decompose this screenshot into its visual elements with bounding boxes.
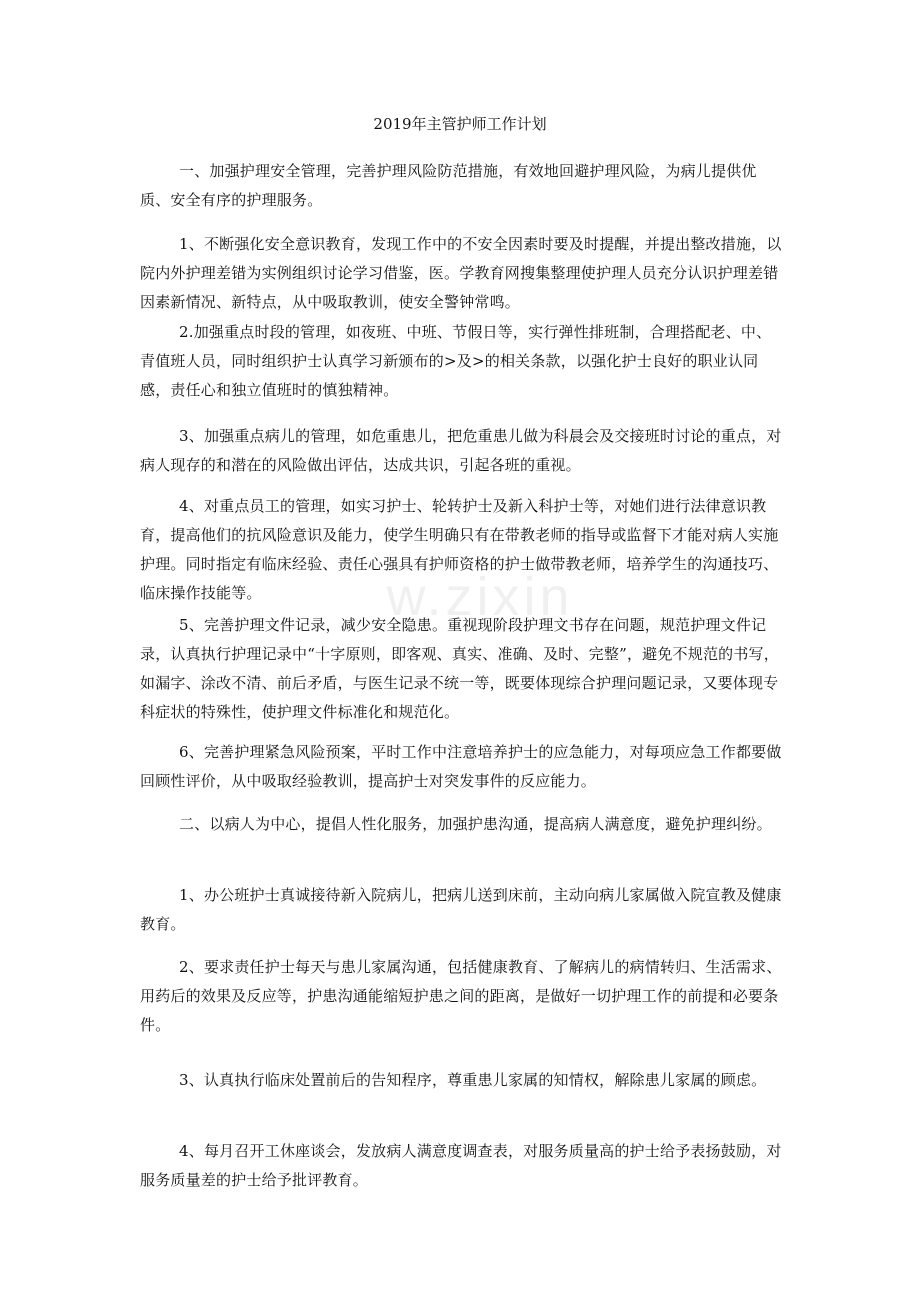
paragraph-item-1-1: 1、不断强化安全意识教育，发现工作中的不安全因素时要及时提醒，并提出整改措施，以院内外护理差错为实例组织讨论学习借鉴，医。学教育网搜集整理使护理人员充分认识护理差错因素新情况、新特点，从中吸取教训，使安全警钟常鸣。 — [140, 235, 782, 311]
paragraph-section-2: 二、以病人为中心，提倡人性化服务，加强护患沟通，提高病人满意度，避免护理纠纷。 — [179, 815, 772, 833]
paragraph-item-2-4: 4、每月召开工休座谈会，发放病人满意度调查表，对服务质量高的护士给予表扬鼓励，对服务质量差的护士给予批评教育。 — [140, 1142, 782, 1189]
paragraph-item-2-3: 3、认真执行临床处置前后的告知程序，尊重患儿家属的知情权，解除患儿家属的顾虑。 — [179, 1071, 767, 1089]
paragraph-item-2-1: 1、办公班护士真诚接待新入院病儿，把病儿送到床前，主动向病儿家属做入院宣教及健康教育。 — [140, 886, 782, 933]
paragraph-item-1-2: 2.加强重点时段的管理，如夜班、中班、节假日等，实行弹性排班制，合理搭配老、中、青值班人员，同时组织护士认真学习新颁布的>及>的相关条款，以强化护士良好的职业认同感，责任心和独立值班时的慎独精神。 — [140, 323, 772, 399]
watermark: w.zixin — [386, 567, 574, 627]
page-title: 2019年主管护师工作计划 — [373, 115, 547, 133]
paragraph-item-1-6: 6、完善护理紧急风险预案，平时工作中注意培养护士的应急能力，对每项应急工作都要做回顾性评价，从中吸取经验教训，提高护士对突发事件的反应能力。 — [140, 743, 782, 790]
paragraph-item-1-3: 3、加强重点病儿的管理，如危重患儿，把危重患儿做为科晨会及交接班时讨论的重点，对病人现存的和潜在的风险做出评估，达成共识，引起各班的重视。 — [140, 427, 782, 474]
paragraph-section-1: 一、加强护理安全管理，完善护理风险防范措施，有效地回避护理风险，为病儿提供优质、安全有序的护理服务。 — [140, 162, 757, 209]
paragraph-item-1-4: 4、对重点员工的管理，如实习护士、轮转护士及新入科护士等，对她们进行法律意识教育，提高他们的抗风险意识及能力，使学生明确只有在带教老师的指导或监督下才能对病人实施护理。同时指定有临床经验、责任心强具有护师资格的护士做带教老师，培养学生的沟通技巧、临床操作技能等。 — [140, 497, 779, 602]
paragraph-item-2-2: 2、要求责任护士每天与患儿家属沟通，包括健康教育、了解病儿的病情转归、生活需求、用药后的效果及反应等，护患沟通能缩短护患之间的距离，是做好一切护理工作的前提和必要条件。 — [140, 958, 782, 1034]
paragraph-item-1-5: 5、完善护理文件记录，减少安全隐患。重视现阶段护理文书存在问题，规范护理文件记录，认真执行护理记录中“十字原则，即客观、真实、准确、及时、完整”，避免不规范的书写，如漏字、涂改不清、前后矛盾，与医生记录不统一等，既要体现综合护理问题记录，又要体现专科症状的特殊性，使护理文件标准化和规范化。 — [140, 616, 779, 721]
